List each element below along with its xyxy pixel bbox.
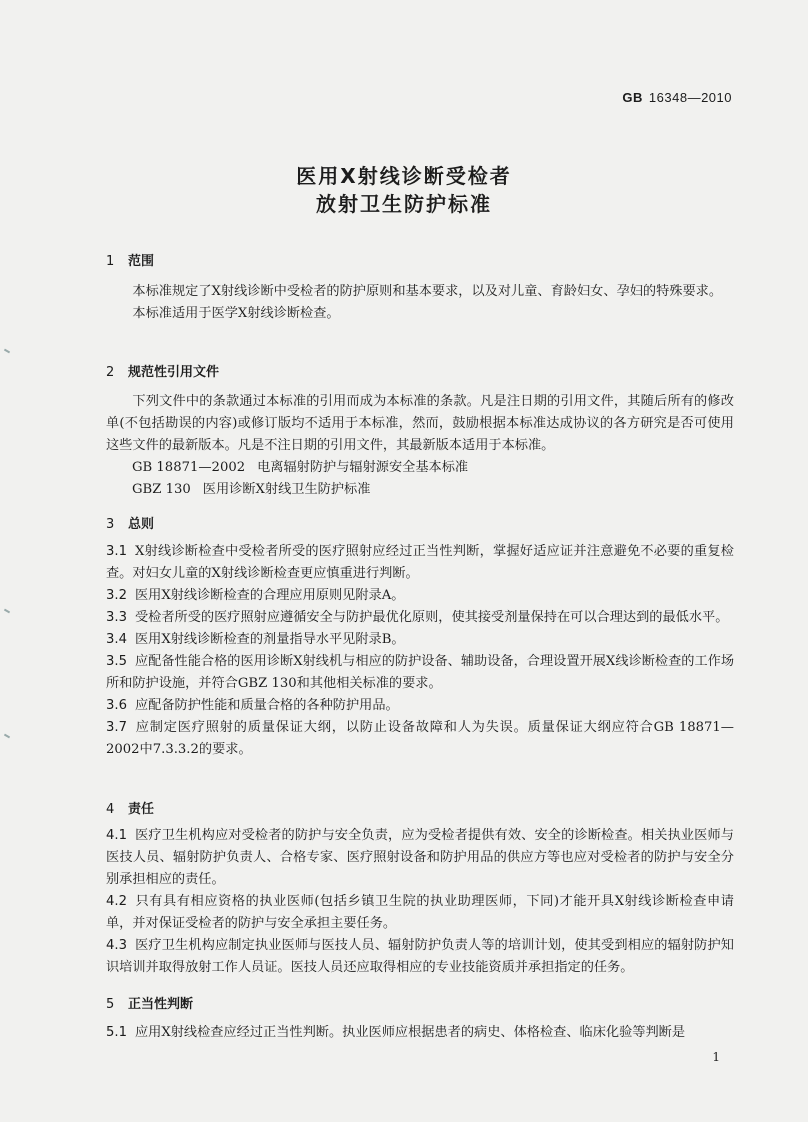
clause: 3.6 应配备防护性能和质量合格的各种防护用品。 bbox=[106, 698, 399, 713]
clause: 4.1 医疗卫生机构应对受检者的防护与安全负责，应为受检者提供有效、安全的诊断检查。相关执业医师与医技人员、辐射防护负责人、合格专家、医疗照射设备和防护用品的供应方等也应对受检者的防护与安全分别承担相应的责任。 bbox=[106, 828, 734, 887]
reference-item: GBZ 130 医用诊断X射线卫生防护标准 bbox=[132, 482, 371, 497]
document-title-line2: 放射卫生防护标准 bbox=[316, 192, 492, 216]
clause: 3.1 X射线诊断检查中受检者所受的医疗照射应经过正当性判断，掌握好适应证并注意避免不必要的重复检查。对妇女儿童的X射线诊断检查更应慎重进行判断。 bbox=[106, 544, 734, 581]
section-5-body bbox=[106, 1022, 734, 1044]
clause: 3.3 受检者所受的医疗照射应遵循安全与防护最优化原则，使其接受剂量保持在可以合理达到的最低水平。 bbox=[106, 610, 729, 625]
standard-number: GB 16348—2010 bbox=[622, 90, 732, 105]
paragraph: 下列文件中的条款通过本标准的引用而成为本标准的条款。凡是注日期的引用文件，其随后所有的修改单(不包括勘误的内容)或修订版均不适用于本标准，然而，鼓励根据本标准达成协议的各方研究是否可使用这些文件的最新版本。凡是不注日期的引用文件，其最新版本适用于本标准。 bbox=[106, 394, 734, 453]
paragraph: 本标准适用于医学X射线诊断检查。 bbox=[132, 306, 340, 321]
section-4-body bbox=[106, 825, 734, 979]
scan-mark bbox=[4, 609, 10, 614]
scan-mark bbox=[4, 734, 10, 739]
section-heading-2: 2 规范性引用文件 bbox=[106, 365, 220, 380]
section-heading-4: 4 责任 bbox=[106, 802, 155, 817]
clause: 3.5 应配备性能合格的医用诊断X射线机与相应的防护设备、辅助设备，合理设置开展X线诊断检查的工作场所和防护设施，并符合GBZ 130和其他相关标准的要求。 bbox=[106, 654, 735, 691]
clause: 4.2 只有具有相应资格的执业医师(包括乡镇卫生院的执业助理医师，下同)才能开具X射线诊断检查申请单，并对保证受检者的防护与安全承担主要任务。 bbox=[106, 894, 734, 931]
section-heading-3: 3 总则 bbox=[106, 517, 155, 532]
section-2-body bbox=[106, 391, 734, 501]
paragraph: 本标准规定了X射线诊断中受检者的防护原则和基本要求，以及对儿童、育龄妇女、孕妇的特殊要求。 bbox=[132, 284, 723, 299]
section-heading-5: 5 正当性判断 bbox=[106, 997, 194, 1012]
document-title-line1: 医用X射线诊断受检者 bbox=[296, 164, 512, 188]
clause: 4.3 医疗卫生机构应制定执业医师与医技人员、辐射防护负责人等的培训计划，使其受到相应的辐射防护知识培训并取得放射工作人员证。医技人员还应取得相应的专业技能资质并承担指定的任务。 bbox=[106, 938, 734, 975]
section-3-body bbox=[106, 541, 734, 761]
clause: 3.4 医用X射线诊断检查的剂量指导水平见附录B。 bbox=[106, 632, 405, 647]
scan-mark bbox=[4, 349, 10, 354]
reference-item: GB 18871—2002 电离辐射防护与辐射源安全基本标准 bbox=[132, 460, 469, 475]
section-1-body bbox=[106, 281, 734, 325]
clause: 3.2 医用X射线诊断检查的合理应用原则见附录A。 bbox=[106, 588, 405, 603]
clause: 3.7 应制定医疗照射的质量保证大纲，以防止设备故障和人为失误。质量保证大纲应符合GB 18871—2002中7.3.3.2的要求。 bbox=[106, 720, 734, 757]
clause: 5.1 应用X射线检查应经过正当性判断。执业医师应根据患者的病史、体格检查、临床化验等判断是 bbox=[106, 1025, 686, 1040]
section-heading-1: 1 范围 bbox=[106, 254, 155, 269]
page-number: 1 bbox=[712, 1050, 720, 1064]
